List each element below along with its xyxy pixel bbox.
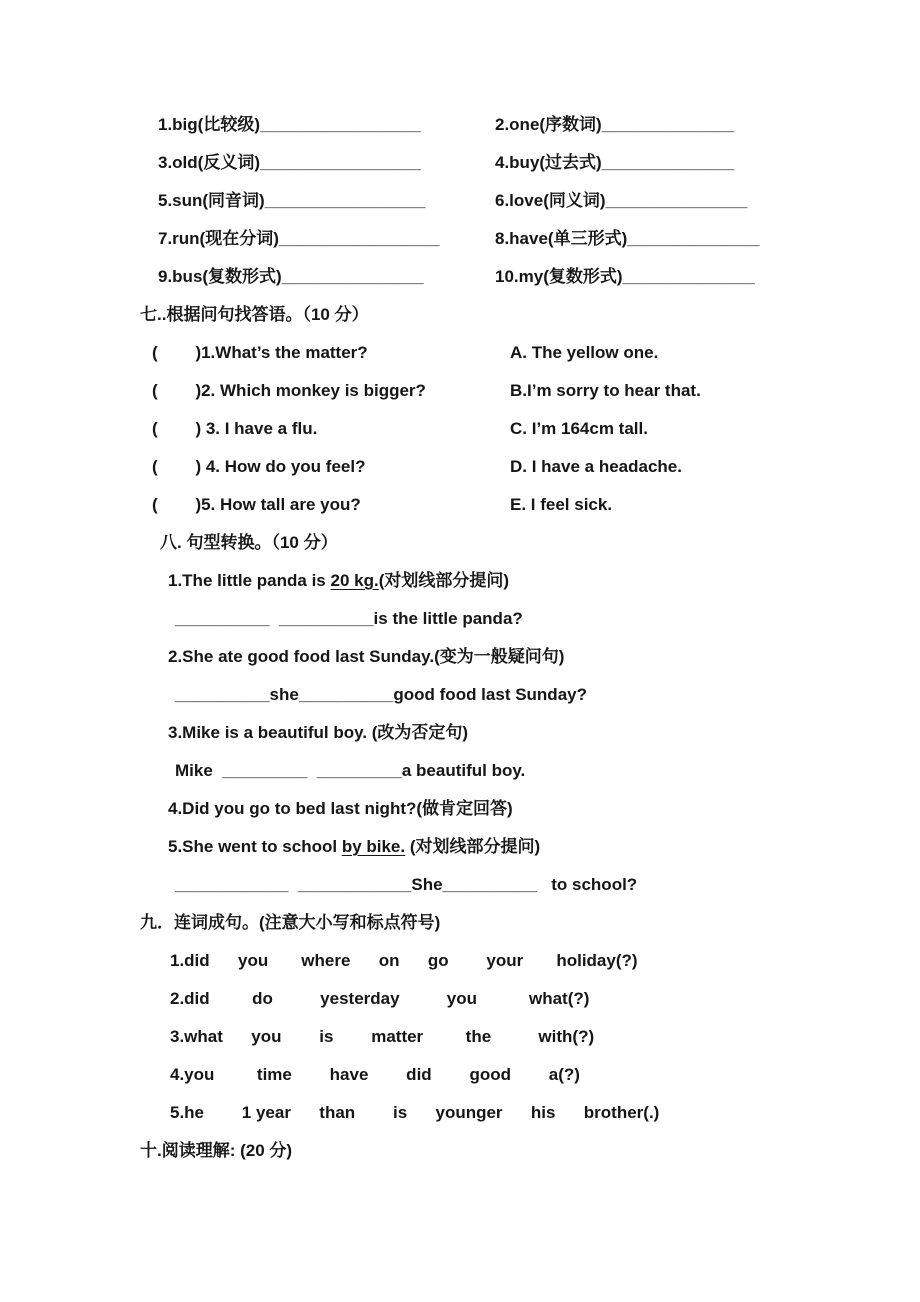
transform-note: (改为否定句)	[371, 723, 469, 742]
word-form-item: 4.buy(过去式)______________	[495, 153, 735, 172]
matching-answer: C. I’m 164cm tall.	[510, 419, 648, 438]
word-form-item: 10.my(复数形式)______________	[495, 267, 755, 286]
matching-row	[152, 448, 890, 486]
transform-note: (对划线部分提问)	[405, 837, 541, 856]
section-eight-title: 八. 句型转换。（10 分）	[160, 533, 338, 552]
matching-row	[152, 372, 890, 410]
matching-question: ( ) 3. I have a flu.	[152, 419, 318, 438]
matching-question: ( ) 4. How do you feel?	[152, 457, 366, 476]
jumbled-sentence: 2.did do yesterday you what(?)	[170, 989, 590, 1008]
word-form-item: 1.big(比较级)_________________	[158, 115, 421, 134]
word-form-item: 8.have(单三形式)______________	[495, 229, 760, 248]
transform-text: 2.She ate good food last Sunday.	[168, 647, 435, 666]
jumbled-sentence: 5.he 1 year than is younger his brother(.)	[170, 1103, 660, 1122]
answer-blank-line: ____________ ____________She__________ to school?	[175, 875, 638, 894]
transform-text: 1.The little panda is	[168, 571, 331, 590]
transform-text: 3.Mike is a beautiful boy.	[168, 723, 372, 742]
underlined-phrase: by bike.	[341, 837, 406, 856]
answer-blank-line: Mike _________ _________a beautiful boy.	[175, 761, 526, 780]
transform-item	[168, 790, 890, 828]
transform-item	[168, 828, 890, 866]
transform-text: 5.She went to school	[168, 837, 342, 856]
matching-question: ( )5. How tall are you?	[152, 495, 361, 514]
word-form-item: 7.run(现在分词)_________________	[158, 229, 440, 248]
transform-item	[168, 714, 890, 752]
matching-question: ( )1.What’s the matter?	[152, 343, 368, 362]
transform-item	[168, 638, 890, 676]
word-form-row	[158, 182, 890, 220]
word-form-item: 6.love(同义词)_______________	[495, 191, 748, 210]
matching-answer: A. The yellow one.	[510, 343, 659, 362]
section-nine-title: 九．连词成句。(注意大小写和标点符号)	[140, 913, 441, 932]
jumbled-sentence: 1.did you where on go your holiday(?)	[170, 951, 638, 970]
answer-blank-line: __________she__________good food last Sunday?	[175, 685, 587, 704]
word-form-row	[158, 258, 890, 296]
section-seven-title: 七..根据问句找答语。（10 分）	[140, 305, 369, 324]
word-form-row	[158, 144, 890, 182]
matching-answer: E. I feel sick.	[510, 495, 613, 514]
matching-answer: B.I’m sorry to hear that.	[510, 381, 701, 400]
jumbled-sentence: 4.you time have did good a(?)	[170, 1065, 580, 1084]
answer-blank-line: __________ __________is the little panda?	[175, 609, 523, 628]
jumbled-sentence: 3.what you is matter the with(?)	[170, 1027, 595, 1046]
transform-note: (对划线部分提问)	[378, 571, 510, 590]
word-form-item: 9.bus(复数形式)_______________	[158, 267, 424, 286]
section-ten-title: 十.阅读理解: (20 分)	[140, 1141, 293, 1160]
matching-row	[152, 410, 890, 448]
matching-question: ( )2. Which monkey is bigger?	[152, 381, 426, 400]
transform-note: (做肯定回答)	[416, 799, 513, 818]
matching-row	[152, 334, 890, 372]
word-form-row	[158, 220, 890, 258]
underlined-phrase: 20 kg.	[330, 571, 379, 590]
matching-row	[152, 486, 890, 524]
word-form-item: 2.one(序数词)______________	[495, 115, 735, 134]
transform-text: 4.Did you go to bed last night?	[168, 799, 417, 818]
word-form-item: 5.sun(同音词)_________________	[158, 191, 426, 210]
word-form-row	[158, 106, 890, 144]
matching-answer: D. I have a headache.	[510, 457, 682, 476]
word-form-item: 3.old(反义词)_________________	[158, 153, 421, 172]
transform-item	[168, 562, 890, 600]
transform-note: (变为一般疑问句)	[434, 647, 565, 666]
